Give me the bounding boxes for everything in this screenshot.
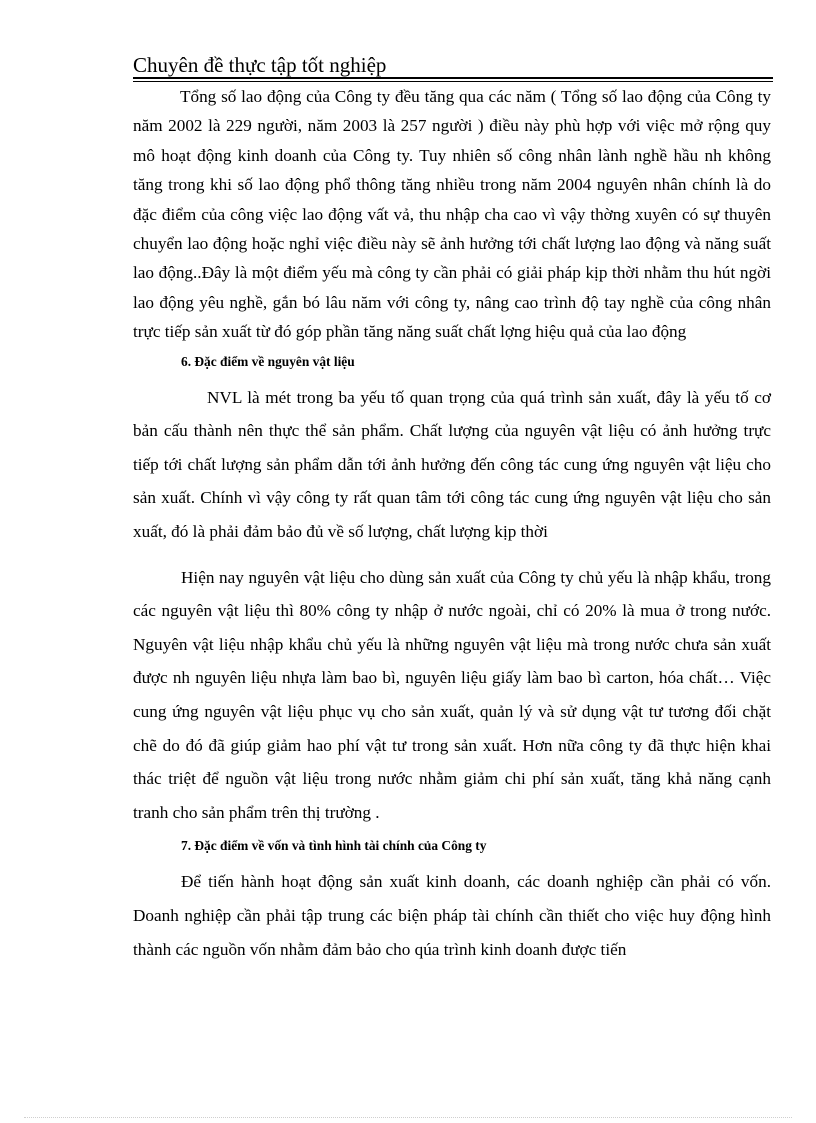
header-rule-thick <box>133 77 773 79</box>
paragraph-materials-import: Hiện nay nguyên vật liệu cho dùng sản xuất của Công ty chủ yếu là nhập khẩu, trong các nguyên vật liệu thì 80% công ty nhập ở nước ngoài, chỉ có 20% là mua ở trong nước. Nguyên vật liệu nhập khẩu chủ yếu là những nguyên vật liệu mà trong nước chưa sản xuất được nh nguyên liệu nhựa làm bao bì, nguyên liệu giấy làm bao bì carton, hóa chất… Việc cung ứng nguyên vật liệu phục vụ cho sản xuất, quản lý và sử dụng vật tư tương đối chặt chẽ do đó đã giúp giảm hao phí vật tư trong sản xuất. Hơn nữa công ty đã thực hiện khai thác triệt để nguồn vật liệu trong nước nhằm giảm chi phí sản xuất, tăng khả năng cạnh tranh cho sản phẩm trên thị trường . <box>133 567 771 822</box>
document-body <box>133 82 771 967</box>
page-bottom-border <box>24 1117 792 1118</box>
page-header <box>133 52 773 78</box>
paragraph-materials-intro: NVL là mét trong ba yếu tố quan trọng của quá trình sản xuất, đây là yếu tố cơ bản cấu thành nên thực thể sản phẩm. Chất lượng của nguyên vật liệu có ảnh hưởng trực tiếp tới chất lượng sản phẩm dẫn tới ảnh hưởng đến công tác cung ứng nguyên vật liệu cho sản xuất. Chính vì vậy công ty rất quan tâm tới công tác cung ứng nguyên vật liệu cho sản xuất, đó là phải đảm bảo đủ về số lượng, chất lượng kịp thời <box>133 387 771 542</box>
section-heading-materials: 6. Đặc điểm về nguyên vật liệu <box>181 353 355 369</box>
paragraph-labor: Tổng số lao động của Công ty đều tăng qua các năm ( Tổng số lao động của Công ty năm 2002 là 229 người, năm 2003 là 257 người ) điều này phù hợp với việc mở rộng quy mô hoạt động kinh doanh của Công ty. Tuy nhiên số công nhân lành nghề hầu nh không tăng trong khi số lao động phổ thông tăng nhiều trong năm 2004 nguyên nhân chính là do đặc điểm của công việc lao động vất vả, thu nhập cha cao vì vậy thờng xuyên có sự thuyên chuyển lao động hoặc nghỉ việc điều này sẽ ảnh hưởng tới chất lượng lao động và năng suất lao động..Đây là một điểm yếu mà công ty cần phải có giải pháp kịp thời nhằm thu hút ngời lao động yêu nghề, gắn bó lâu năm với công ty, nâng cao trình độ tay nghề của công nhân trực tiếp sản xuất từ đó góp phần tăng năng suất chất lợng hiệu quả của lao động <box>133 87 771 342</box>
section-heading-capital: 7. Đặc điểm về vốn và tình hình tài chính của Công ty <box>181 838 487 854</box>
header-title: Chuyên đề thực tập tốt nghiệp <box>133 53 387 77</box>
paragraph-capital: Để tiến hành hoạt động sản xuất kinh doanh, các doanh nghiệp cần phải có vốn. Doanh nghiệp cần phải tập trung các biện pháp tài chính cần thiết cho việc huy động hình thành các nguồn vốn nhằm đảm bảo cho qúa trình kinh doanh được tiến <box>133 872 771 960</box>
